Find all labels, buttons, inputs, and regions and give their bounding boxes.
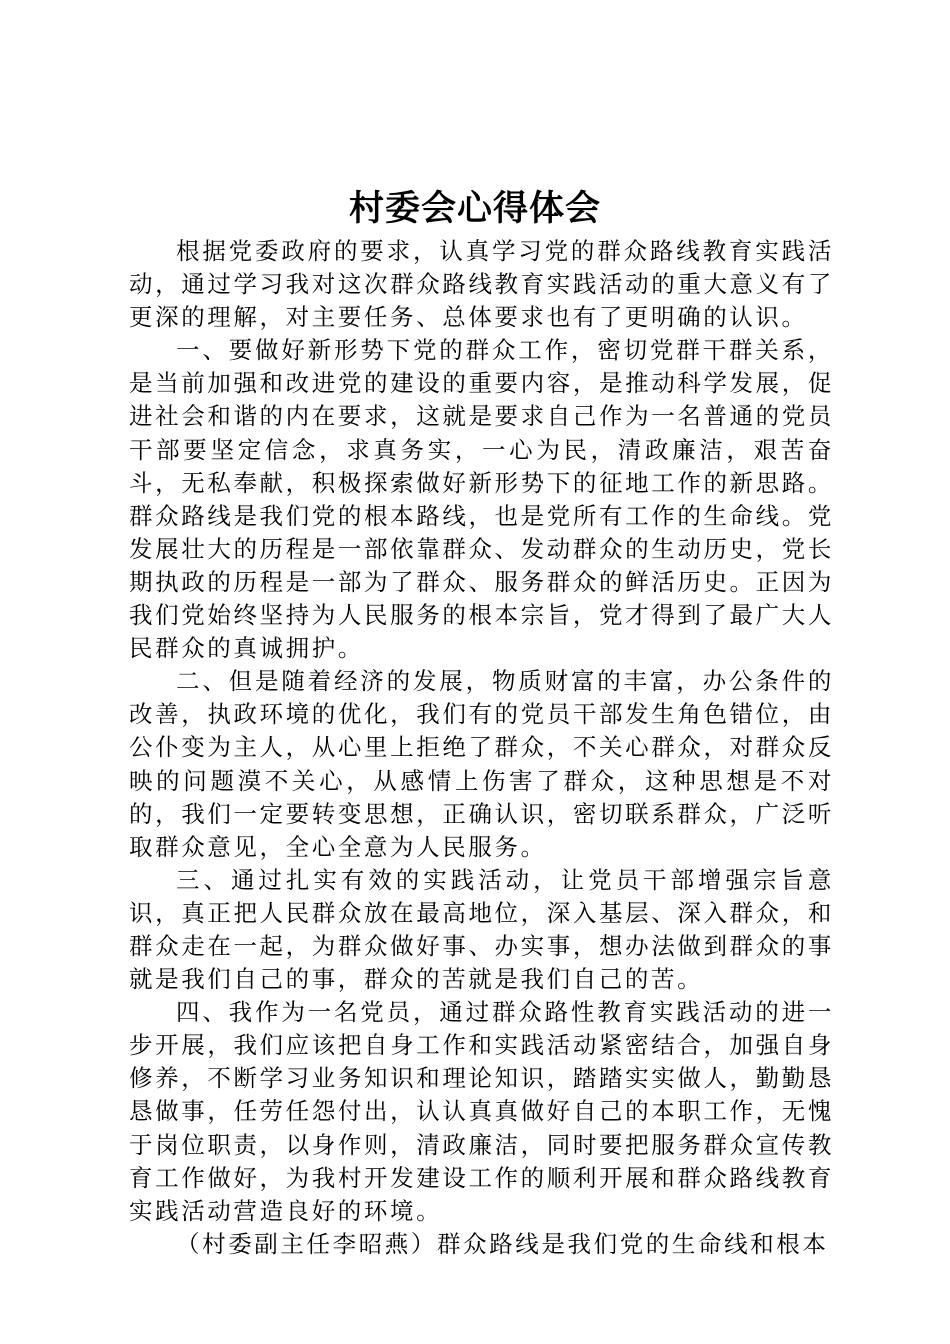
paragraph-point-4: 四、我作为一名党员，通过群众路性教育实践活动的进一步开展，我们应该把自身工作和实践活动紧密结合，加强自身修养，不断学习业务知识和理论知识，踏踏实实做人，勤勤恳恳做事，任劳任怨付出，认认真真做好自己的本职工作，无愧于岗位职责，以身作则，清政廉洁，同时要把服务群众宣传教育工作做好，为我村开发建设工作的顺利开展和群众路线教育实践活动营造良好的环境。: [129, 998, 834, 1225]
paragraph-point-3: 三、通过扎实有效的实践活动，让党员干部增强宗旨意识，真正把人民群众放在最高地位，深入基层、深入群众，和群众走在一起，为群众做好事、办实事，想办法做到群众的事就是我们自己的事，群众的苦就是我们自己的苦。: [129, 865, 834, 994]
paragraph-intro: 根据党委政府的要求，认真学习党的群众路线教育实践活动，通过学习我对这次群众路线教育实践活动的重大意义有了更深的理解，对主要任务、总体要求也有了更明确的认识。: [129, 237, 834, 332]
paragraph-point-1: 一、要做好新形势下党的群众工作，密切党群干群关系，是当前加强和改进党的建设的重要内容，是推动科学发展，促进社会和谐的内在要求，这就是要求自己作为一名普通的党员干部要坚定信念，求真务实，一心为民，清政廉洁，艰苦奋斗，无私奉献，积极探索做好新形势下的征地工作的新思路。群众路线是我们党的根本路线，也是党所有工作的生命线。党发展壮大的历程是一部依靠群众、发动群众的生动历史，党长期执政的历程是一部为了群众、服务群众的鲜活历史。正因为我们党始终坚持为人民服务的根本宗旨，党才得到了最广大人民群众的真诚拥护。: [129, 336, 834, 663]
paragraph-closing: （村委副主任李昭燕）群众路线是我们党的生命线和根本: [176, 1229, 829, 1258]
paragraph-point-2: 二、但是随着经济的发展，物质财富的丰富，办公条件的改善，执政环境的优化，我们有的党员干部发生角色错位，由公仆变为主人，从心里上拒绝了群众，不关心群众，对群众反映的问题漠不关心，从感情上伤害了群众，这种思想是不对的，我们一定要转变思想，正确认识，密切联系群众，广泛听取群众意见，全心全意为人民服务。: [129, 667, 834, 861]
document-body: [129, 235, 834, 1261]
document-title: 村委会心得体会: [348, 188, 601, 229]
